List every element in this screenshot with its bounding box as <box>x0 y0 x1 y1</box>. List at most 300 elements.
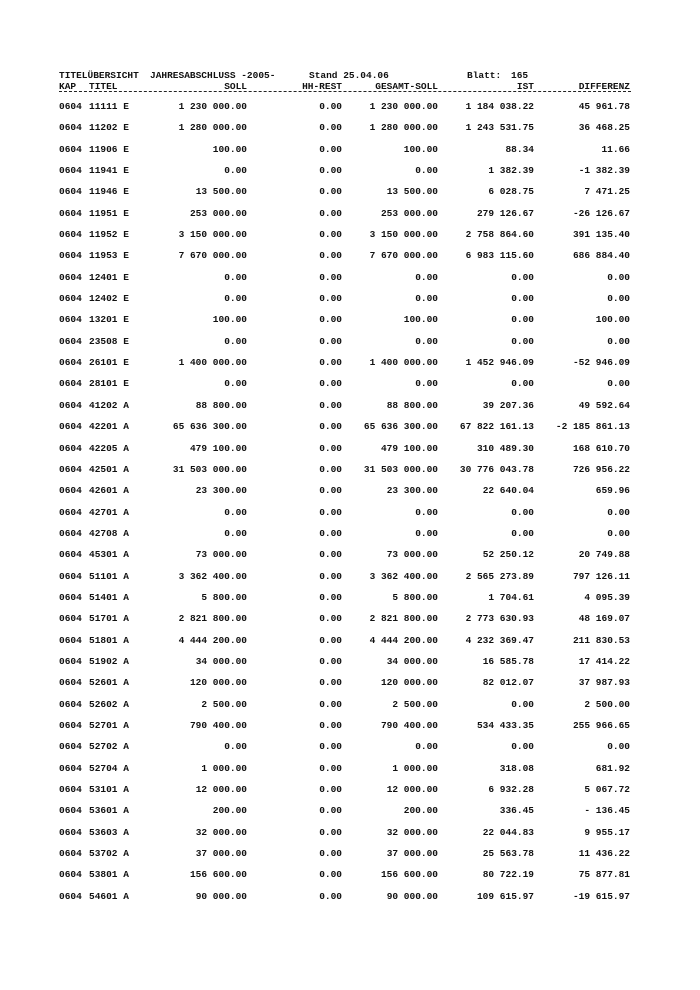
cell-kap: 0604 <box>59 442 82 454</box>
cell-differenz: 20 749.88 <box>578 549 630 561</box>
cell-kap: 0604 <box>59 869 82 881</box>
cell-gesamt-soll: 13 500.00 <box>386 186 438 198</box>
cell-hh-rest: 0.00 <box>319 634 342 646</box>
cell-differenz: 11 436.22 <box>578 848 630 860</box>
cell-ist: 0.00 <box>511 271 534 283</box>
cell-hh-rest: 0.00 <box>319 165 342 177</box>
cell-gesamt-soll: 3 362 400.00 <box>369 570 438 582</box>
cell-differenz: 0.00 <box>607 293 630 305</box>
cell-soll: 156 600.00 <box>189 869 247 881</box>
table-row <box>0 421 700 442</box>
cell-titel: 12401 E <box>89 271 129 283</box>
cell-soll: 200.00 <box>212 805 247 817</box>
cell-gesamt-soll: 100.00 <box>403 314 438 326</box>
table-row <box>0 571 700 592</box>
col-header-titel: TITEL <box>89 81 118 92</box>
cell-gesamt-soll: 5 800.00 <box>392 591 438 603</box>
col-header-differenz: DIFFERENZ <box>578 81 630 92</box>
cell-hh-rest: 0.00 <box>319 442 342 454</box>
cell-titel: 53702 A <box>89 848 129 860</box>
cell-kap: 0604 <box>59 463 82 475</box>
cell-titel: 52601 A <box>89 677 129 689</box>
cell-gesamt-soll: 200.00 <box>403 805 438 817</box>
cell-titel: 53101 A <box>89 784 129 795</box>
cell-titel: 52701 A <box>89 719 129 731</box>
cell-differenz: 2 500.00 <box>584 698 630 710</box>
cell-ist: 0.00 <box>511 314 534 326</box>
cell-titel: 42601 A <box>89 485 129 497</box>
table-row <box>0 122 700 143</box>
cell-titel: 42201 A <box>89 421 129 433</box>
cell-titel: 52702 A <box>89 741 129 753</box>
cell-kap: 0604 <box>59 485 82 497</box>
cell-titel: 11111 E <box>89 101 129 112</box>
table-row <box>0 635 700 656</box>
cell-differenz: - 136.45 <box>584 805 630 817</box>
table-row <box>0 357 700 378</box>
cell-hh-rest: 0.00 <box>319 570 342 582</box>
header-divider <box>59 91 631 92</box>
col-header-ist: IST <box>516 81 534 92</box>
cell-gesamt-soll: 0.00 <box>415 506 438 518</box>
cell-hh-rest: 0.00 <box>319 485 342 497</box>
cell-hh-rest: 0.00 <box>319 421 342 433</box>
cell-soll: 0.00 <box>224 335 247 347</box>
table-row <box>0 592 700 613</box>
cell-hh-rest: 0.00 <box>319 122 342 134</box>
report-title: TITELÜBERSICHT <box>59 70 139 81</box>
cell-soll: 23 300.00 <box>195 485 247 497</box>
cell-kap: 0604 <box>59 143 82 155</box>
cell-ist: 336.45 <box>499 805 534 817</box>
table-row <box>0 229 700 250</box>
table-row <box>0 250 700 271</box>
cell-kap: 0604 <box>59 848 82 860</box>
cell-soll: 2 500.00 <box>201 698 247 710</box>
col-header-gesamt-soll: GESAMT-SOLL <box>375 81 438 92</box>
cell-ist: 279 126.67 <box>476 207 534 219</box>
cell-kap: 0604 <box>59 549 82 561</box>
cell-ist: 0.00 <box>511 293 534 305</box>
cell-hh-rest: 0.00 <box>319 719 342 731</box>
cell-soll: 34 000.00 <box>195 655 247 667</box>
cell-differenz: 17 414.22 <box>578 655 630 667</box>
cell-titel: 51801 A <box>89 634 129 646</box>
cell-soll: 0.00 <box>224 271 247 283</box>
cell-titel: 52704 A <box>89 762 129 774</box>
cell-hh-rest: 0.00 <box>319 506 342 518</box>
table-row <box>0 549 700 570</box>
cell-titel: 51101 A <box>89 570 129 582</box>
cell-kap: 0604 <box>59 890 82 902</box>
cell-soll: 0.00 <box>224 527 247 539</box>
cell-soll: 0.00 <box>224 165 247 177</box>
cell-hh-rest: 0.00 <box>319 869 342 881</box>
cell-ist: 22 640.04 <box>482 485 534 497</box>
cell-soll: 120 000.00 <box>189 677 247 689</box>
cell-titel: 53603 A <box>89 826 129 838</box>
table-row <box>0 336 700 357</box>
cell-gesamt-soll: 23 300.00 <box>386 485 438 497</box>
table-row <box>0 656 700 677</box>
col-header-soll: SOLL <box>224 81 247 92</box>
cell-ist: 0.00 <box>511 506 534 518</box>
cell-hh-rest: 0.00 <box>319 271 342 283</box>
cell-differenz: 37 987.93 <box>578 677 630 689</box>
cell-differenz: 0.00 <box>607 271 630 283</box>
cell-differenz: 255 966.65 <box>572 719 630 731</box>
cell-soll: 1 230 000.00 <box>178 101 247 112</box>
cell-kap: 0604 <box>59 421 82 433</box>
cell-differenz: 681.92 <box>595 762 630 774</box>
cell-gesamt-soll: 2 500.00 <box>392 698 438 710</box>
cell-kap: 0604 <box>59 271 82 283</box>
cell-kap: 0604 <box>59 805 82 817</box>
cell-titel: 11906 E <box>89 143 129 155</box>
cell-soll: 65 636 300.00 <box>172 421 247 433</box>
cell-hh-rest: 0.00 <box>319 186 342 198</box>
cell-differenz: 11.66 <box>601 143 630 155</box>
cell-gesamt-soll: 790 400.00 <box>380 719 438 731</box>
cell-gesamt-soll: 0.00 <box>415 293 438 305</box>
table-row <box>0 485 700 506</box>
cell-hh-rest: 0.00 <box>319 463 342 475</box>
cell-hh-rest: 0.00 <box>319 357 342 369</box>
cell-hh-rest: 0.00 <box>319 655 342 667</box>
cell-ist: 0.00 <box>511 698 534 710</box>
table-row <box>0 165 700 186</box>
cell-differenz: 100.00 <box>595 314 630 326</box>
cell-soll: 73 000.00 <box>195 549 247 561</box>
cell-differenz: -1 382.39 <box>578 165 630 177</box>
cell-hh-rest: 0.00 <box>319 591 342 603</box>
cell-differenz: -26 126.67 <box>572 207 630 219</box>
cell-titel: 11952 E <box>89 229 129 241</box>
cell-titel: 52602 A <box>89 698 129 710</box>
cell-ist: 2 758 864.60 <box>465 229 534 241</box>
cell-ist: 318.08 <box>499 762 534 774</box>
cell-kap: 0604 <box>59 101 82 112</box>
cell-hh-rest: 0.00 <box>319 399 342 411</box>
cell-hh-rest: 0.00 <box>319 741 342 753</box>
cell-hh-rest: 0.00 <box>319 335 342 347</box>
cell-hh-rest: 0.00 <box>319 698 342 710</box>
cell-gesamt-soll: 31 503 000.00 <box>363 463 438 475</box>
cell-titel: 41202 A <box>89 399 129 411</box>
cell-hh-rest: 0.00 <box>319 784 342 795</box>
cell-gesamt-soll: 90 000.00 <box>386 890 438 902</box>
cell-soll: 100.00 <box>212 143 247 155</box>
cell-hh-rest: 0.00 <box>319 762 342 774</box>
sheet-label: Blatt: <box>467 70 502 81</box>
cell-kap: 0604 <box>59 655 82 667</box>
table-row <box>0 869 700 890</box>
cell-differenz: 0.00 <box>607 506 630 518</box>
table-row <box>0 378 700 399</box>
cell-hh-rest: 0.00 <box>319 229 342 241</box>
cell-kap: 0604 <box>59 784 82 795</box>
table-row <box>0 763 700 784</box>
cell-soll: 1 280 000.00 <box>178 122 247 134</box>
cell-hh-rest: 0.00 <box>319 826 342 838</box>
cell-ist: 80 722.19 <box>482 869 534 881</box>
cell-soll: 1 400 000.00 <box>178 357 247 369</box>
cell-titel: 26101 E <box>89 357 129 369</box>
table-row <box>0 144 700 165</box>
cell-soll: 100.00 <box>212 314 247 326</box>
cell-soll: 790 400.00 <box>189 719 247 731</box>
table-row <box>0 443 700 464</box>
cell-titel: 11951 E <box>89 207 129 219</box>
cell-gesamt-soll: 253 000.00 <box>380 207 438 219</box>
cell-gesamt-soll: 120 000.00 <box>380 677 438 689</box>
cell-titel: 13201 E <box>89 314 129 326</box>
cell-soll: 2 821 800.00 <box>178 613 247 625</box>
cell-ist: 88.34 <box>505 143 534 155</box>
cell-kap: 0604 <box>59 698 82 710</box>
cell-hh-rest: 0.00 <box>319 314 342 326</box>
cell-differenz: 797 126.11 <box>572 570 630 582</box>
cell-differenz: -52 946.09 <box>572 357 630 369</box>
table-row <box>0 528 700 549</box>
cell-differenz: 7 471.25 <box>584 186 630 198</box>
cell-gesamt-soll: 88 800.00 <box>386 399 438 411</box>
cell-soll: 0.00 <box>224 293 247 305</box>
cell-differenz: 49 592.64 <box>578 399 630 411</box>
cell-ist: 1 704.61 <box>488 591 534 603</box>
table-row <box>0 720 700 741</box>
cell-kap: 0604 <box>59 527 82 539</box>
cell-gesamt-soll: 0.00 <box>415 378 438 390</box>
cell-differenz: 686 884.40 <box>572 250 630 262</box>
cell-soll: 0.00 <box>224 741 247 753</box>
cell-kap: 0604 <box>59 826 82 838</box>
cell-hh-rest: 0.00 <box>319 101 342 112</box>
cell-titel: 53801 A <box>89 869 129 881</box>
cell-gesamt-soll: 0.00 <box>415 271 438 283</box>
cell-gesamt-soll: 0.00 <box>415 335 438 347</box>
cell-titel: 11202 E <box>89 122 129 134</box>
cell-gesamt-soll: 65 636 300.00 <box>363 421 438 433</box>
cell-titel: 42701 A <box>89 506 129 518</box>
cell-hh-rest: 0.00 <box>319 890 342 902</box>
cell-ist: 6 028.75 <box>488 186 534 198</box>
cell-hh-rest: 0.00 <box>319 848 342 860</box>
cell-titel: 12402 E <box>89 293 129 305</box>
cell-kap: 0604 <box>59 399 82 411</box>
cell-ist: 67 822 161.13 <box>459 421 534 433</box>
cell-ist: 4 232 369.47 <box>465 634 534 646</box>
cell-gesamt-soll: 156 600.00 <box>380 869 438 881</box>
table-row <box>0 827 700 848</box>
cell-hh-rest: 0.00 <box>319 805 342 817</box>
cell-titel: 11953 E <box>89 250 129 262</box>
cell-kap: 0604 <box>59 314 82 326</box>
cell-ist: 39 207.36 <box>482 399 534 411</box>
cell-gesamt-soll: 1 400 000.00 <box>369 357 438 369</box>
table-row <box>0 186 700 207</box>
cell-soll: 253 000.00 <box>189 207 247 219</box>
cell-differenz: 36 468.25 <box>578 122 630 134</box>
cell-kap: 0604 <box>59 378 82 390</box>
cell-gesamt-soll: 0.00 <box>415 527 438 539</box>
cell-titel: 51701 A <box>89 613 129 625</box>
cell-kap: 0604 <box>59 229 82 241</box>
cell-gesamt-soll: 3 150 000.00 <box>369 229 438 241</box>
cell-differenz: 0.00 <box>607 335 630 347</box>
cell-ist: 0.00 <box>511 741 534 753</box>
cell-ist: 22 044.83 <box>482 826 534 838</box>
table-row <box>0 677 700 698</box>
cell-gesamt-soll: 37 000.00 <box>386 848 438 860</box>
cell-soll: 0.00 <box>224 378 247 390</box>
cell-ist: 0.00 <box>511 335 534 347</box>
cell-soll: 7 670 000.00 <box>178 250 247 262</box>
cell-titel: 42205 A <box>89 442 129 454</box>
col-header-hh-rest: HH-REST <box>302 81 342 92</box>
cell-titel: 11941 E <box>89 165 129 177</box>
cell-ist: 0.00 <box>511 378 534 390</box>
col-header-kap: KAP <box>59 81 77 92</box>
cell-kap: 0604 <box>59 122 82 134</box>
table-row <box>0 613 700 634</box>
cell-soll: 0.00 <box>224 506 247 518</box>
table-row <box>0 891 700 912</box>
cell-soll: 90 000.00 <box>195 890 247 902</box>
cell-kap: 0604 <box>59 506 82 518</box>
cell-ist: 109 615.97 <box>476 890 534 902</box>
cell-gesamt-soll: 34 000.00 <box>386 655 438 667</box>
cell-soll: 88 800.00 <box>195 399 247 411</box>
cell-soll: 32 000.00 <box>195 826 247 838</box>
cell-kap: 0604 <box>59 741 82 753</box>
cell-ist: 6 983 115.60 <box>465 250 534 262</box>
table-row <box>0 805 700 826</box>
cell-ist: 1 382.39 <box>488 165 534 177</box>
table-row <box>0 293 700 314</box>
table-row <box>0 699 700 720</box>
cell-kap: 0604 <box>59 634 82 646</box>
cell-hh-rest: 0.00 <box>319 378 342 390</box>
cell-gesamt-soll: 32 000.00 <box>386 826 438 838</box>
cell-soll: 13 500.00 <box>195 186 247 198</box>
cell-differenz: 5 067.72 <box>584 784 630 795</box>
cell-gesamt-soll: 4 444 200.00 <box>369 634 438 646</box>
cell-titel: 28101 E <box>89 378 129 390</box>
table-row <box>0 314 700 335</box>
cell-ist: 1 243 531.75 <box>465 122 534 134</box>
cell-titel: 42501 A <box>89 463 129 475</box>
cell-soll: 1 000.00 <box>201 762 247 774</box>
cell-gesamt-soll: 0.00 <box>415 741 438 753</box>
cell-hh-rest: 0.00 <box>319 549 342 561</box>
cell-ist: 6 932.28 <box>488 784 534 795</box>
cell-hh-rest: 0.00 <box>319 250 342 262</box>
report-subject: JAHRESABSCHLUSS -2005- <box>150 70 276 81</box>
table-row <box>0 208 700 229</box>
cell-differenz: -19 615.97 <box>572 890 630 902</box>
cell-hh-rest: 0.00 <box>319 677 342 689</box>
cell-ist: 534 433.35 <box>476 719 534 731</box>
cell-ist: 1 452 946.09 <box>465 357 534 369</box>
cell-hh-rest: 0.00 <box>319 613 342 625</box>
cell-titel: 45301 A <box>89 549 129 561</box>
cell-differenz: 0.00 <box>607 378 630 390</box>
table-row <box>0 507 700 528</box>
cell-titel: 42708 A <box>89 527 129 539</box>
cell-kap: 0604 <box>59 357 82 369</box>
cell-kap: 0604 <box>59 570 82 582</box>
cell-ist: 25 563.78 <box>482 848 534 860</box>
cell-differenz: 726 956.22 <box>572 463 630 475</box>
data-table <box>0 101 700 912</box>
cell-titel: 11946 E <box>89 186 129 198</box>
cell-hh-rest: 0.00 <box>319 527 342 539</box>
cell-hh-rest: 0.00 <box>319 143 342 155</box>
cell-soll: 31 503 000.00 <box>172 463 247 475</box>
cell-ist: 1 184 038.22 <box>465 101 534 112</box>
cell-differenz: 168 610.70 <box>572 442 630 454</box>
cell-ist: 52 250.12 <box>482 549 534 561</box>
cell-soll: 5 800.00 <box>201 591 247 603</box>
cell-gesamt-soll: 0.00 <box>415 165 438 177</box>
cell-kap: 0604 <box>59 762 82 774</box>
cell-gesamt-soll: 479 100.00 <box>380 442 438 454</box>
cell-hh-rest: 0.00 <box>319 293 342 305</box>
cell-kap: 0604 <box>59 186 82 198</box>
table-row <box>0 741 700 762</box>
cell-differenz: 659.96 <box>595 485 630 497</box>
cell-ist: 2 565 273.89 <box>465 570 534 582</box>
cell-differenz: 211 830.53 <box>572 634 630 646</box>
cell-gesamt-soll: 7 670 000.00 <box>369 250 438 262</box>
cell-gesamt-soll: 1 280 000.00 <box>369 122 438 134</box>
cell-soll: 4 444 200.00 <box>178 634 247 646</box>
cell-kap: 0604 <box>59 293 82 305</box>
cell-soll: 3 150 000.00 <box>178 229 247 241</box>
table-row <box>0 784 700 805</box>
cell-soll: 12 000.00 <box>195 784 247 795</box>
cell-gesamt-soll: 100.00 <box>403 143 438 155</box>
cell-kap: 0604 <box>59 250 82 262</box>
cell-differenz: 0.00 <box>607 527 630 539</box>
cell-gesamt-soll: 2 821 800.00 <box>369 613 438 625</box>
cell-ist: 0.00 <box>511 527 534 539</box>
cell-gesamt-soll: 1 230 000.00 <box>369 101 438 112</box>
report-date: Stand 25.04.06 <box>309 70 389 81</box>
cell-titel: 51902 A <box>89 655 129 667</box>
cell-differenz: 4 095.39 <box>584 591 630 603</box>
cell-titel: 23508 E <box>89 335 129 347</box>
table-row <box>0 464 700 485</box>
cell-differenz: 75 877.81 <box>578 869 630 881</box>
cell-gesamt-soll: 73 000.00 <box>386 549 438 561</box>
cell-differenz: 0.00 <box>607 741 630 753</box>
cell-titel: 51401 A <box>89 591 129 603</box>
cell-differenz: -2 185 861.13 <box>555 421 630 433</box>
cell-soll: 479 100.00 <box>189 442 247 454</box>
cell-ist: 310 489.30 <box>476 442 534 454</box>
cell-kap: 0604 <box>59 677 82 689</box>
cell-gesamt-soll: 1 000.00 <box>392 762 438 774</box>
cell-kap: 0604 <box>59 591 82 603</box>
cell-ist: 30 776 043.78 <box>459 463 534 475</box>
cell-soll: 37 000.00 <box>195 848 247 860</box>
cell-differenz: 9 955.17 <box>584 826 630 838</box>
sheet-number: 165 <box>511 70 529 81</box>
cell-soll: 3 362 400.00 <box>178 570 247 582</box>
cell-kap: 0604 <box>59 165 82 177</box>
